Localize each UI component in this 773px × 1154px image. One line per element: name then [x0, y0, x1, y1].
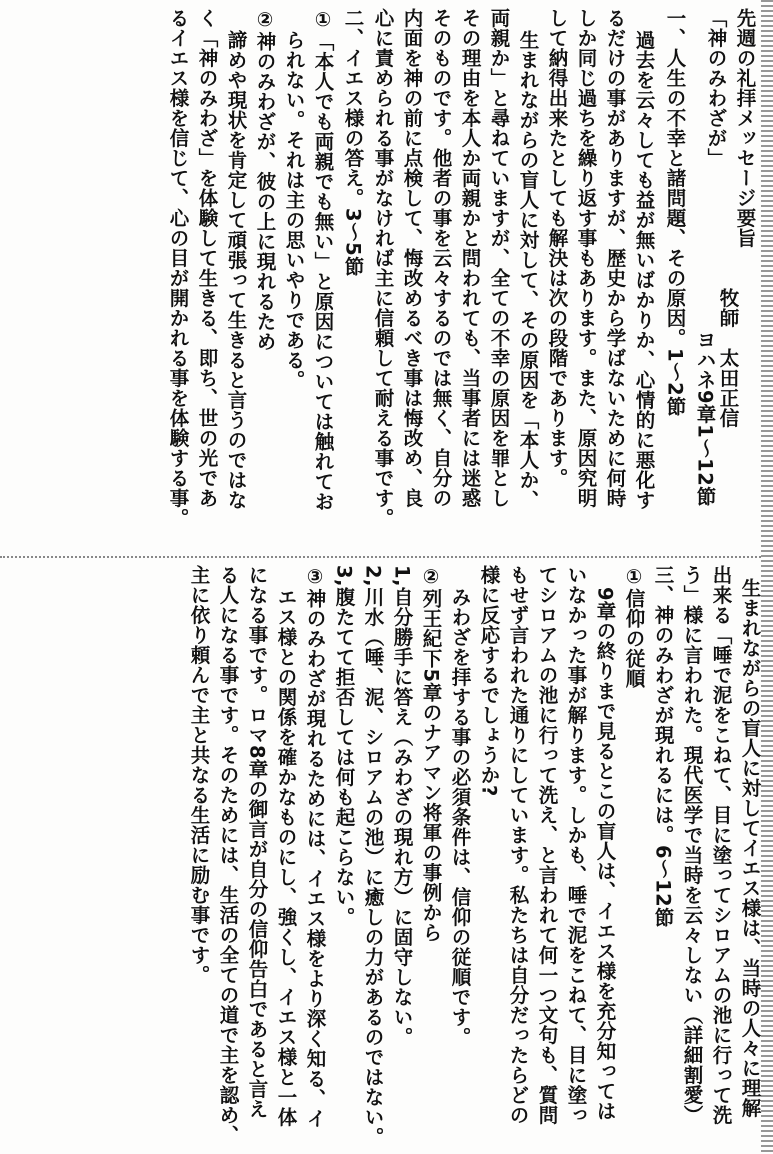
paragraph-line: になる事です。ロマ8章の御言が自分の信仰告白であると言え [245, 565, 269, 1120]
paragraph-line: られない。それは主の思いやりである。 [282, 30, 306, 390]
paragraph-line: 様に反応するでしょうか? [477, 565, 501, 797]
sermon-title: 「神のみわざが」 [704, 8, 728, 168]
paragraph-line: 9章の終りまで見るとこの盲人は、イエス様を充分知っては [593, 587, 617, 1122]
section-heading-3: 三、神のみわざが現れるには。6〜12節 [651, 565, 675, 928]
paragraph-line: その理由を本人か両親かと問われても、当事者には迷惑 [458, 8, 482, 508]
paragraph-line: るだけの事がありますが、歴史から学ばないために何時 [603, 8, 627, 508]
section-divider [0, 556, 761, 558]
paragraph-line: るイエス様を信じて、心の目が開かれる事を体験する事。 [166, 8, 190, 528]
list-item: ①「本人でも両親でも無い」と原因については触れてお [311, 8, 335, 512]
scripture-reference: ヨハネ9章1〜12節 [693, 330, 717, 507]
paragraph-line: 生まれながらの盲人に対して、その原因を「本人か、 [516, 30, 540, 510]
paragraph-line: エス様との関係を確かなものにし、強くし、イエス様と一体 [274, 587, 298, 1127]
list-item: ③神のみわざが現れるためには、イエス様をより深く知る、イ [303, 565, 327, 1129]
list-item: 3,腹たてて拒否しては何も起こらない。 [332, 565, 356, 927]
paragraph-line: 両親か」と尋ねていますが、全ての不幸の原因を罪とし [487, 8, 511, 508]
paragraph-line: 生まれながらの盲人に対してイエス様は、当時の人々に理解 [738, 578, 762, 1118]
paragraph-line: いなかった事が解ります。しかも、唾で泥をこねて、目に塗っ [564, 565, 588, 1125]
paragraph-line: 主に依り頼んで主と共なる生活に励む事です。 [187, 565, 211, 985]
paragraph-line: みわざを拝する事の必須条件は、信仰の従順です。 [448, 587, 472, 1047]
paragraph-line: てシロアムの池に行って洗え、と言われて何一つ文句も、質問 [535, 565, 559, 1125]
paragraph-line: して納得出来たとしても解決は次の段階であります。 [545, 8, 569, 488]
paragraph-line: る人になる事です。そのためには、生活の全ての道で主を認め、 [216, 565, 240, 1145]
paragraph-line: もせず言われた通りにしています。私たちは自分だったらどの [506, 565, 530, 1125]
bulletin-heading: 先週の礼拝メッセージ要旨 [733, 8, 757, 248]
section-heading-2: 二、イエス様の答え。3〜5節 [341, 8, 365, 277]
list-item: ①信仰の従順 [622, 565, 646, 689]
paragraph-line: 過去を云々しても益が無いばかりか、心情的に悪化す [632, 30, 656, 510]
paragraph-line: 出来る「唾で泥をこねて、目に塗ってシロアムの池に行って洗 [709, 565, 733, 1125]
paragraph-line: 諦めや現状を肯定して頑張って生きると言うのではな [224, 30, 248, 510]
paragraph-line: 心に責められる事がなければ主に信頼して耐える事です。 [371, 8, 395, 528]
list-item: ②神のみわざが、彼の上に現れるため [253, 8, 277, 352]
page-edge [761, 0, 773, 1154]
paragraph-line: 内面を神の前に点検して、悔改めるべき事は悔改め、良 [400, 8, 424, 508]
list-item: ②列王紀下5章のナアマン将軍の事例から [419, 565, 443, 943]
paragraph-line: しか同じ過ちを繰り返す事もあります。また、原因究明 [574, 8, 598, 508]
paragraph-line: う」様に言われた。現代医学で当時を云々しない（詳細割愛） [680, 565, 704, 1125]
section-heading-1: 一、人生の不幸と諸問題、その原因。1〜2節 [663, 8, 687, 417]
list-item: 2,川水（唾、泥、シロアムの池）に癒しの力があるのではない。 [361, 565, 385, 1147]
paragraph-line: そのものです。他者の事を云々するのでは無く、自分の [429, 8, 453, 508]
list-item: 1,自分勝手に答え（みわざの現れ方）に固守しない。 [390, 565, 414, 1047]
pastor-name: 牧師 太田正信 [716, 288, 740, 428]
paragraph-line: く「神のみわざ」を体験して生きる、即ち、世の光であ [195, 8, 219, 508]
